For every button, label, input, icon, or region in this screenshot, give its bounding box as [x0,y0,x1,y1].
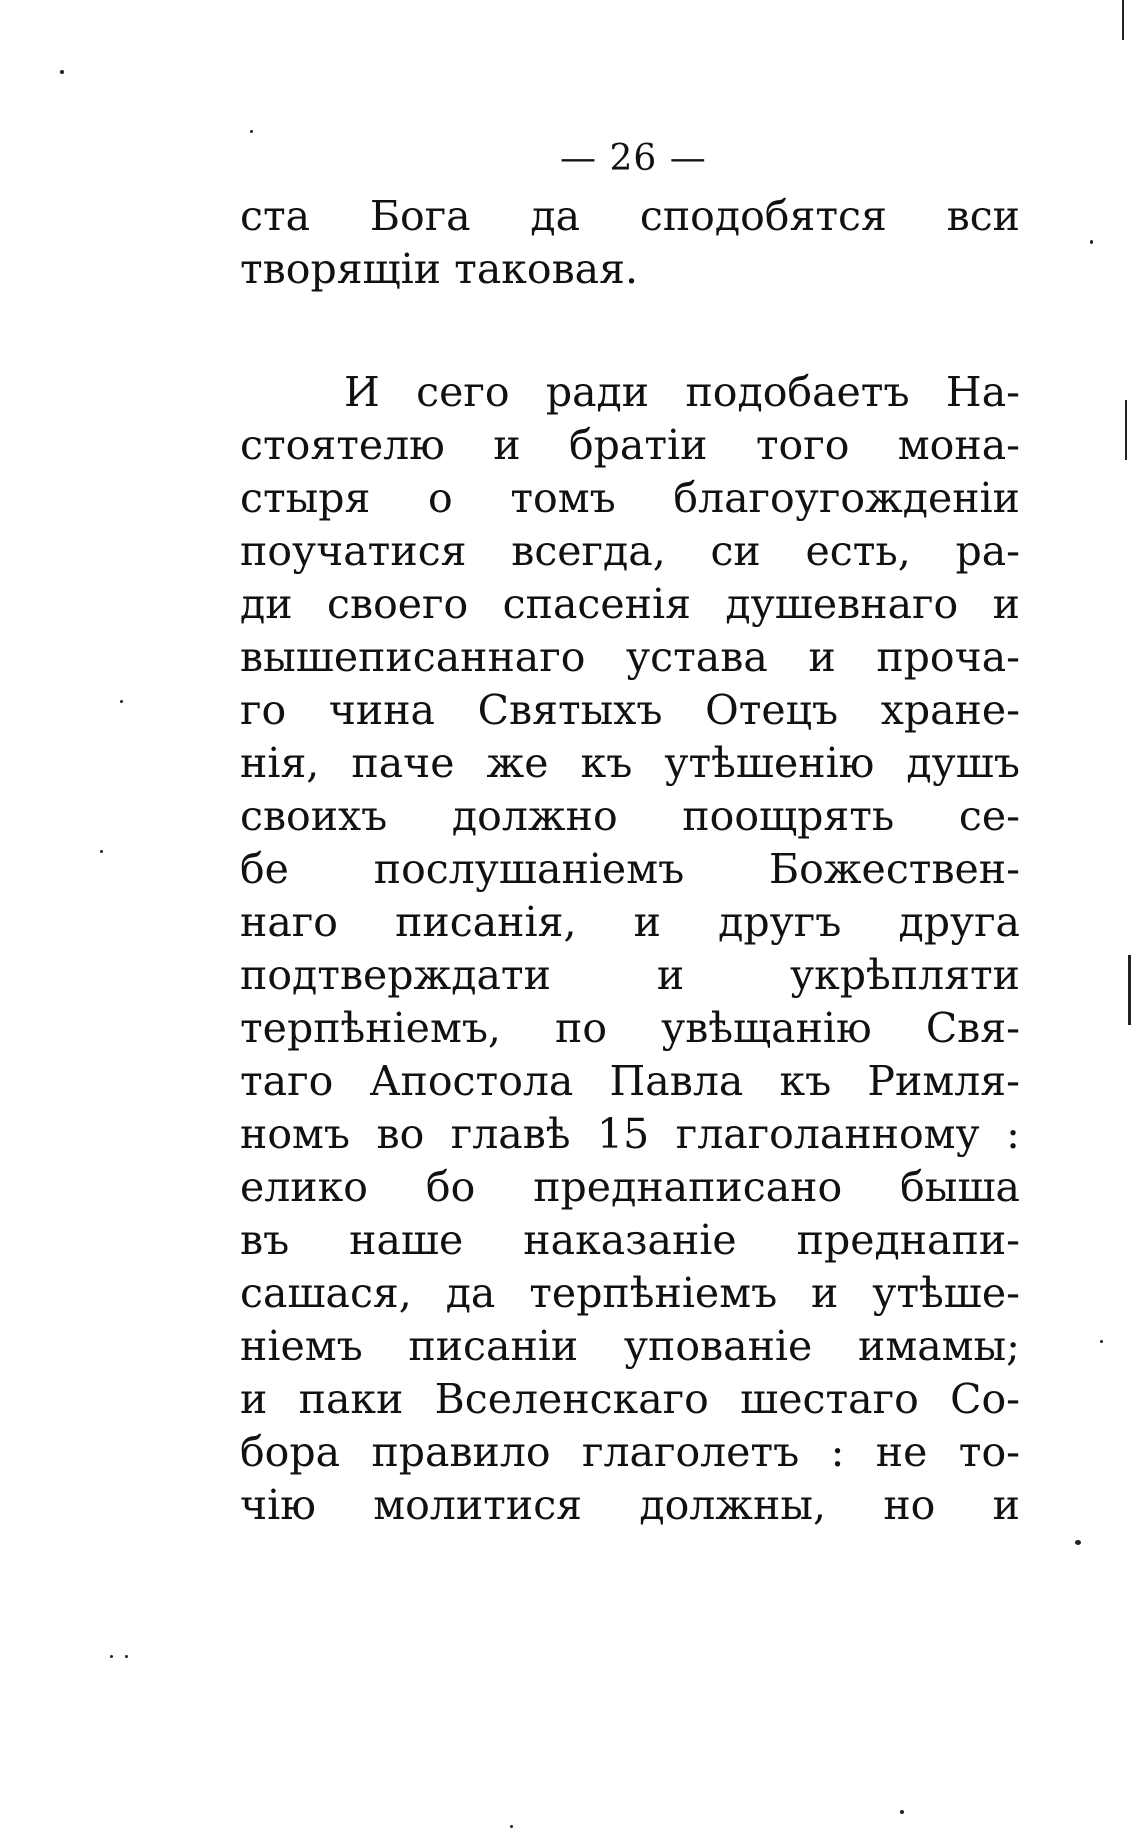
text-line: вышеписаннаго устава и проча- [240,633,1020,681]
scan-speck [900,1810,904,1814]
text-line: чію молитися должны, но и [240,1481,1020,1529]
scan-edge-mark [1128,955,1131,1025]
text-line: въ наше наказаніе преднапи- [240,1216,1020,1264]
text-line: подтверждати и укрѣпляти [240,951,1020,999]
text-line: своихъ должно поощрять се- [240,792,1020,840]
text-line: нія, паче же къ утѣшенію душъ [240,739,1020,787]
scan-speck [60,70,64,74]
scan-speck [1075,1540,1081,1545]
scan-speck [250,130,253,133]
paragraph-gap [240,296,1020,366]
text-line: стыря о томъ благоугожденіи [240,474,1020,522]
text-line: го чина Святыхъ Отецъ хране- [240,686,1020,734]
scan-edge-mark [1122,0,1124,40]
scan-speck [1090,240,1093,244]
text-line: сашася, да терпѣніемъ и утѣше- [240,1269,1020,1317]
scan-speck [125,1655,128,1658]
text-line: терпѣніемъ, по увѣщанію Свя- [240,1004,1020,1052]
scan-speck [1100,1340,1103,1343]
body-text [240,190,1020,1532]
scan-speck [120,700,123,703]
text-line: номъ во главѣ 15 глаголанному : [240,1110,1020,1158]
text-line: елико бо преднаписано быша [240,1163,1020,1211]
text-line: таго Апостола Павла къ Римля- [240,1057,1020,1105]
page-number: — 26 — [560,138,707,179]
scan-speck [510,1825,513,1828]
text-line: творящіи таковая. [240,245,639,293]
text-line: ди своего спасенія душевнаго и [240,580,1020,628]
text-line: бора правило глаголетъ : не то- [240,1428,1020,1476]
scan-speck [110,1655,113,1658]
text-line: стоятелю и братіи того мона- [240,421,1020,469]
text-line: наго писанія, и другъ друга [240,898,1020,946]
text-line: поучатися всегда, си есть, ра- [240,527,1020,575]
text-line: и паки Вселенскаго шестаго Со- [240,1375,1020,1423]
scan-speck [100,850,103,853]
scan-edge-mark [1125,400,1127,460]
text-line: бе послушаніемъ Божествен- [240,845,1020,893]
text-line: ніемъ писаніи упованіе имамы; [240,1322,1020,1370]
text-line: ста Бога да сподобятся вси [240,192,1020,240]
text-line: И сего ради подобаетъ На- [344,368,1020,416]
